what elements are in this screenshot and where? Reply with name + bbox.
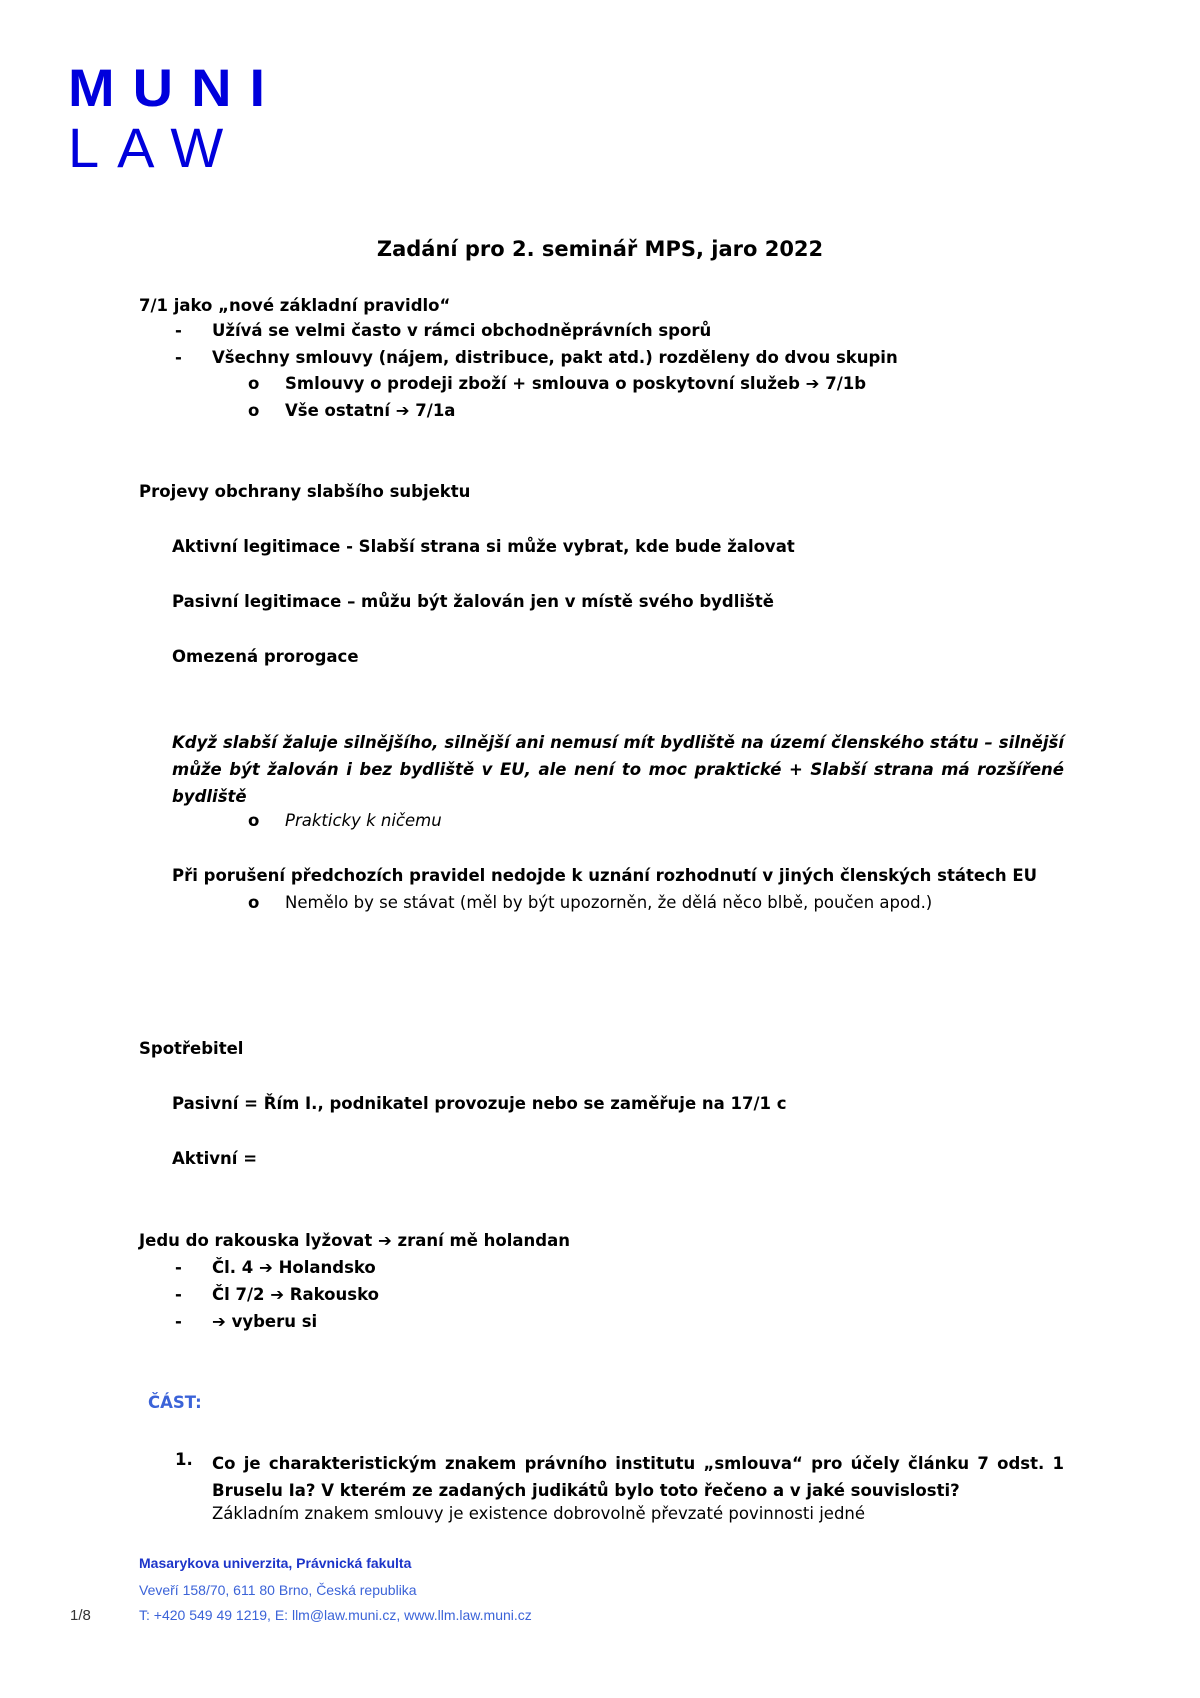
dash-marker: - (175, 348, 182, 367)
footer-address: Veveří 158/70, 611 80 Brno, Česká republika (139, 1582, 417, 1598)
list-item: Všechny smlouvy (nájem, distribuce, pakt atd.) rozděleny do dvou skupin (212, 348, 898, 367)
consumer-passive: Pasivní = Řím I., podnikatel provozuje nebo se zaměřuje na 17/1 c (172, 1094, 787, 1113)
dash-marker: - (175, 1285, 182, 1304)
logo-line-law: LAW (68, 116, 242, 179)
page-number: 1/8 (70, 1607, 91, 1624)
muni-law-logo (68, 58, 283, 178)
list-item: Vše ostatní ➔ 7/1a (285, 401, 456, 420)
section2-heading: Projevy obchrany slabšího subjektu (139, 482, 471, 501)
section3-heading: Spotřebitel (139, 1039, 244, 1058)
footer-contact: T: +420 549 49 1219, E: llm@law.muni.cz, www.llm.law.muni.cz (139, 1607, 532, 1623)
dash-marker: - (175, 1312, 182, 1331)
consumer-active: Aktivní = (172, 1149, 258, 1168)
list-item: Čl 7/2 ➔ Rakousko (212, 1285, 379, 1304)
page-title: Zadání pro 2. seminář MPS, jaro 2022 (376, 237, 824, 261)
footer-org: Masarykova univerzita, Právnická fakulta (139, 1555, 412, 1571)
list-item: ➔ vyberu si (212, 1312, 318, 1331)
list-item: Čl. 4 ➔ Holandsko (212, 1258, 376, 1277)
section4-heading: Jedu do rakouska lyžovat ➔ zraní mě holandan (139, 1231, 570, 1250)
list-item: Prakticky k ničemu (285, 811, 442, 830)
part-label: ČÁST: (148, 1393, 202, 1412)
list-item: Smlouvy o prodeji zboží + smlouva o poskytovní služeb ➔ 7/1b (285, 374, 867, 393)
list-item: Užívá se velmi často v rámci obchodněprávních sporů (212, 321, 712, 340)
list-item: Nemělo by se stávat (měl by být upozorněn, že dělá něco blbě, poučen apod.) (285, 893, 933, 912)
section1-heading: 7/1 jako „nové základní pravidlo“ (139, 296, 451, 315)
italic-paragraph: Když slabší žaluje silnějšího, silnější ani nemusí mít bydliště na území členského státu – silnější může být žalován i bez bydliště v EU, ale není to moc praktické + Slabší strana má rozšířené bydliště (172, 733, 1064, 806)
bullet-o: o (248, 374, 260, 393)
bullet-o: o (248, 893, 260, 912)
passive-legitimation: Pasivní legitimace – můžu být žalován jen v místě svého bydliště (172, 592, 774, 611)
question-text: Co je charakteristickým znakem právního institutu „smlouva“ pro účely článku 7 odst. 1 Bruselu Ia? V kterém ze zadaných judikátů bylo toto řečeno a v jaké souvislosti? (212, 1454, 1064, 1500)
violation-text: Při porušení předchozích pravidel nedojde k uznání rozhodnutí v jiných členských státech EU (172, 866, 1038, 885)
question-number: 1. (175, 1450, 193, 1469)
dash-marker: - (175, 1258, 182, 1277)
limited-prorogation: Omezená prorogace (172, 647, 359, 666)
bullet-o: o (248, 401, 260, 420)
bullet-o: o (248, 811, 260, 830)
active-legitimation: Aktivní legitimace - Slabší strana si může vybrat, kde bude žalovat (172, 537, 795, 556)
dash-marker: - (175, 321, 182, 340)
logo-line-muni: MUNI (68, 57, 284, 118)
answer-text: Základním znakem smlouvy je existence dobrovolně převzaté povinnosti jedné (212, 1504, 866, 1523)
